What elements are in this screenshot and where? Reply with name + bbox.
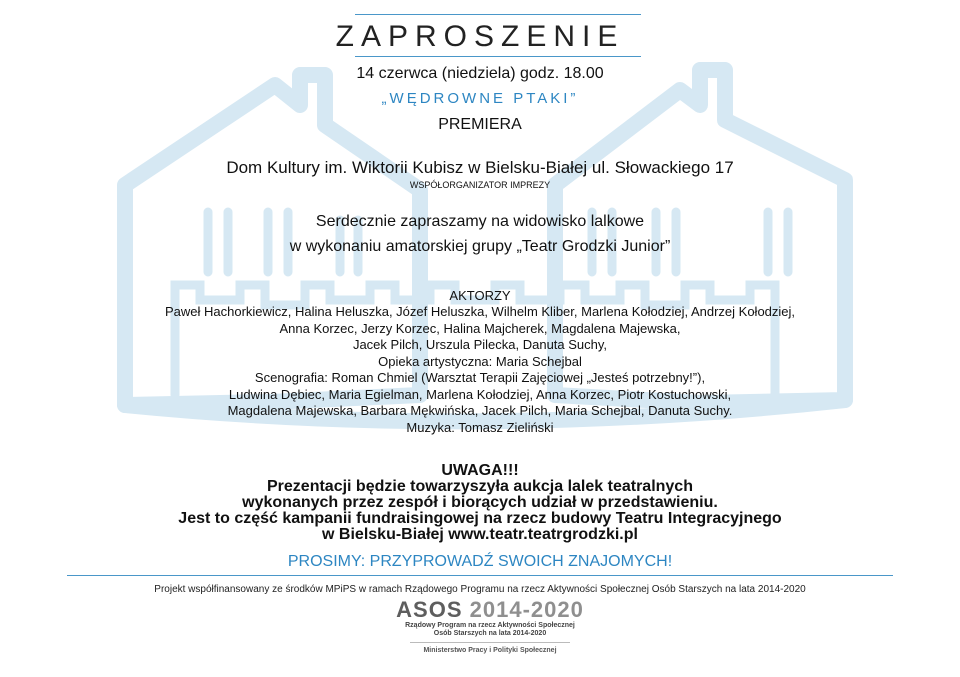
venue-line: Dom Kultury im. Wiktorii Kubisz w Bielsku-Białej ul. Słowackiego 17 [226,158,734,177]
scenography-line-2: Ludwina Dębiec, Maria Egielman, Marlena Kołodziej, Anna Korzec, Piotr Kostuchowski, [228,387,732,402]
asos-logo-divider [410,642,570,643]
actors-line-2: Anna Korzec, Jerzy Korzec, Halina Majcherek, Magdalena Majewska, [279,321,681,336]
play-title: „WĘDROWNE PTAKI” [381,90,579,107]
artistic-care-line [0,354,960,370]
date-line: 14 czerwca (niedziela) godz. 18.00 [356,65,604,82]
artistic-care-label: Opieka artystyczna: [378,354,493,369]
asos-logo-years: 2014-2020 [469,597,584,622]
scenography-line [0,370,960,386]
notice-line-2: wykonanych przez zespół i biorących udział w przedstawieniu. [242,494,718,511]
notice-heading: UWAGA!!! [441,462,519,479]
actors-heading: AKTORZY [449,288,511,303]
asos-logo-subtitle-1: Rządowy Program na rzecz Aktywności Społecznej [405,622,575,629]
plea-line: PROSIMY: PRZYPROWADŹ SWOICH ZNAJOMYCH! [287,553,673,570]
coorganizer-label: WSPÓŁORGANIZATOR IMPREZY [409,180,551,190]
actors-line-1: Paweł Hachorkiewicz, Halina Heluszka, Józef Heluszka, Wilhelm Kliber, Marlena Kołodziej, Andrzej Kołodziej, [164,304,796,319]
notice-line-4: w Bielsku-Białej www.teatr.teatrgrodzki.pl [322,526,638,543]
music-value: Tomasz Zieliński [458,420,554,435]
music-line [0,420,960,436]
asos-logo-subtitle-2: Osób Starszych na lata 2014-2020 [433,630,547,637]
title-top-rule [355,14,641,15]
asos-logo-acronym: ASOS [396,597,463,622]
notice-line-1: Prezentacji będzie towarzyszyła aukcja lalek teatralnych [267,478,693,495]
scenography-line-3: Magdalena Majewska, Barbara Mękwińska, Jacek Pilch, Maria Schejbal, Danuta Suchy. [227,403,733,418]
artistic-care-value: Maria Schejbal [495,354,582,369]
ministry-label: Ministerstwo Pracy i Polityki Społecznej [423,647,557,654]
invitation-line-1: Serdecznie zapraszamy na widowisko lalkowe [315,213,645,230]
music-label: Muzyka: [406,420,455,435]
scenography-label: Scenografia: [254,370,328,385]
asos-logo-wordmark [395,598,585,622]
invitation-line-2: w wykonaniu amatorskiej grupy „Teatr Grodzki Junior” [289,238,671,255]
premiere-label: PREMIERA [438,116,522,133]
page-title: ZAPROSZENIE [335,20,625,53]
scenography-value: Roman Chmiel (Warsztat Terapii Zajęciowej „Jesteś potrzebny!”), [331,370,706,385]
footer-rule [67,575,893,576]
asos-logo [395,598,585,654]
notice-line-3: Jest to część kampanii fundraisingowej na rzecz budowy Teatru Integracyjnego [178,510,782,527]
funding-note: Projekt współfinansowany ze środków MPiPS w ramach Rządowego Programu na rzecz Aktywności Społecznej Osób Starszych na lata 2014-2020 [154,584,806,595]
actors-line-3: Jacek Pilch, Urszula Pilecka, Danuta Suchy, [352,337,608,352]
title-bottom-rule [355,56,641,57]
